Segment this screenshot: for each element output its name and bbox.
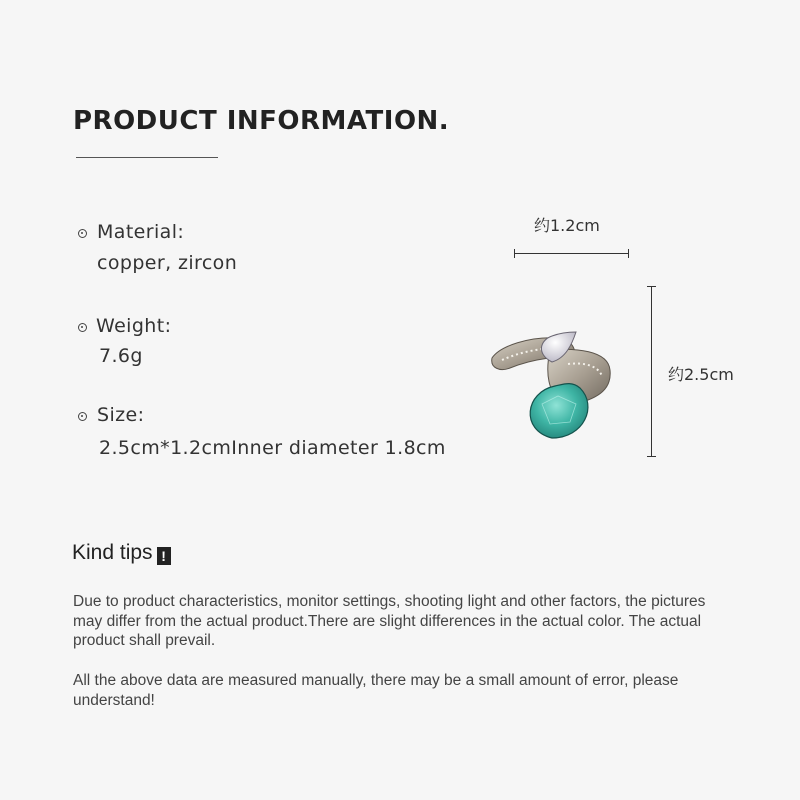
width-dimension-label: 约1.2cm	[534, 216, 600, 235]
height-dimension-tick-bottom	[647, 456, 656, 457]
title-underline	[76, 157, 218, 158]
width-dimension-tick-right	[628, 249, 629, 258]
bullet-icon	[78, 323, 87, 332]
weight-label: Weight:	[96, 315, 172, 337]
bullet-icon	[78, 229, 87, 238]
material-label: Material:	[97, 221, 185, 243]
width-dimension-tick-left	[514, 249, 515, 258]
exclamation-icon: !	[157, 547, 171, 565]
material-value: copper, zircon	[97, 252, 238, 274]
tips-title	[72, 541, 171, 565]
height-dimension-line	[651, 286, 652, 457]
size-label: Size:	[97, 404, 145, 426]
width-dimension-line	[514, 253, 629, 254]
bullet-icon	[78, 412, 87, 421]
ring-product-image	[480, 318, 630, 448]
size-value: 2.5cm*1.2cmInner diameter 1.8cm	[99, 437, 446, 459]
disclaimer-paragraph: Due to product characteristics, monitor settings, shooting light and other factors, the pictures may differ from the actual product.There are slight differences in the actual color. The actual product shall prevail.	[73, 593, 706, 649]
weight-value: 7.6g	[99, 345, 143, 367]
measurement-note-paragraph: All the above data are measured manually, there may be a small amount of error, please understand!	[73, 672, 679, 709]
height-dimension-label: 约2.5cm	[668, 365, 734, 384]
tips-title-text: Kind tips	[72, 541, 153, 564]
page-title: PRODUCT INFORMATION.	[73, 106, 450, 136]
height-dimension-tick-top	[647, 286, 656, 287]
